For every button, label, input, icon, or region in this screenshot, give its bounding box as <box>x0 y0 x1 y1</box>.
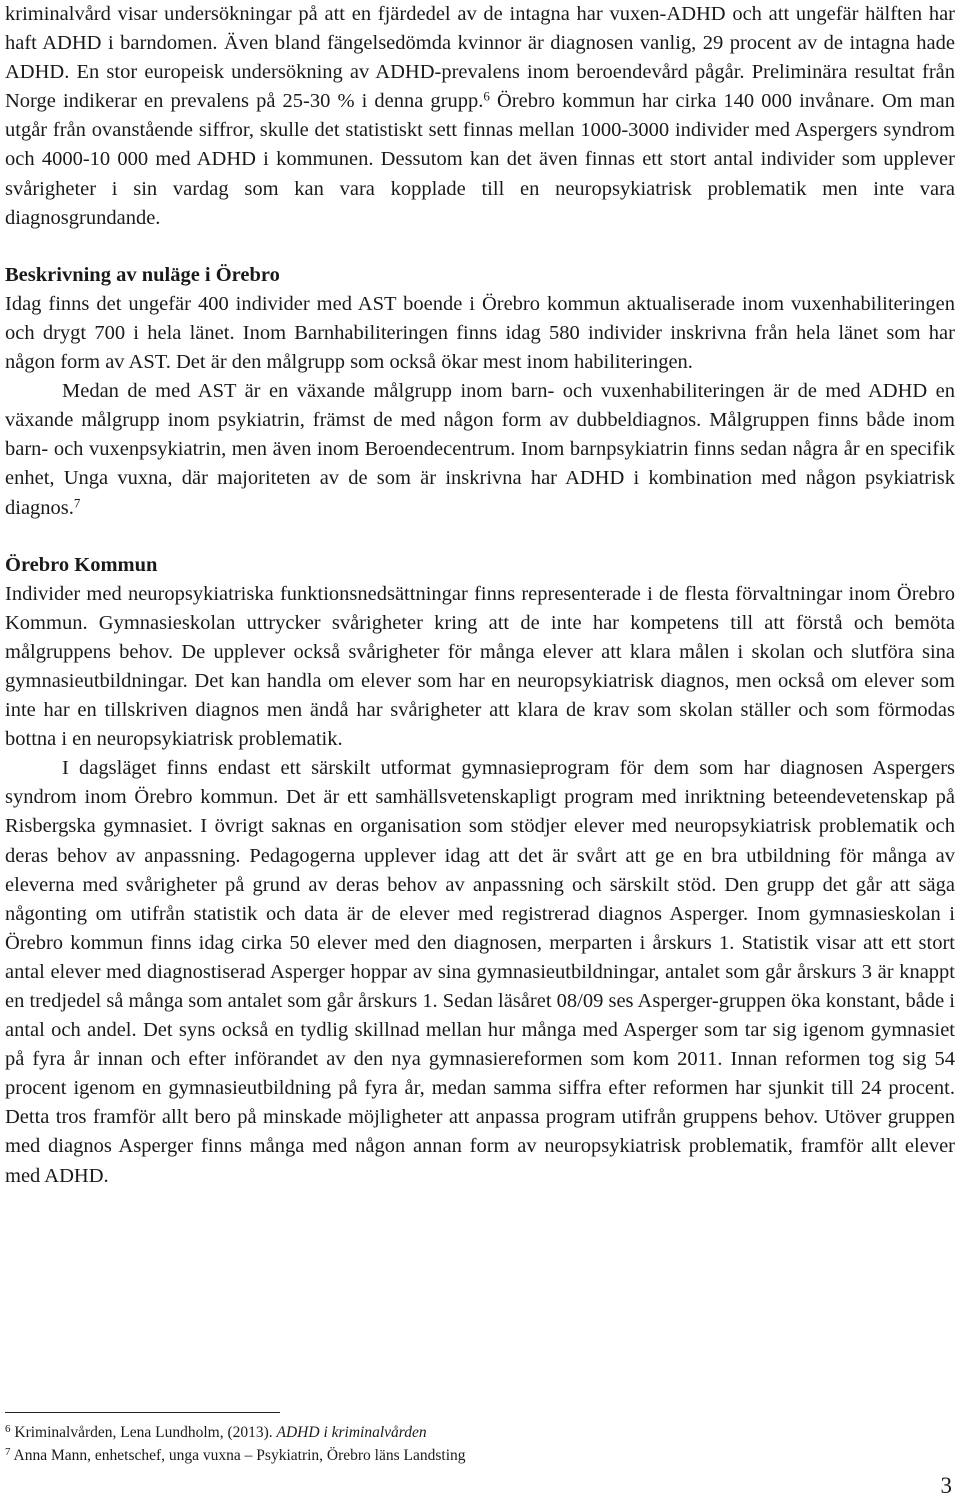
footnote-ref-7[interactable]: 7 <box>73 495 81 510</box>
paragraph-text: Medan de med AST är en växande målgrupp inom barn- och vuxenhabiliteringen är de med ADHD en växande målgrupp inom psykiatrin, främst de med någon form av dubbeldiagnos. Målgruppen finns både inom barn- och vuxenpsykiatrin, men även inom Beroendecentrum. Inom barnpsykiatrin finns sedan några år en specifik enhet, Unga vuxna, där majoriteten av de som är inskrivna har ADHD i kombination med någon psykiatrisk diagnos. <box>5 380 955 519</box>
paragraph-municipality: Individer med neuropsykiatriska funktionsnedsättningar finns representerade i de flesta förvaltningar inom Örebro Kommun. Gymnasieskolan uttrycker svårigheter kring att de inte har kompetens till att förstå och bemöta målgruppens behov. De upplever också svårigheter för många elever att klara målen i skolan och slutföra sina gymnasieutbildningar. Det kan handla om elever som har en neuropsykiatrisk diagnos, men också om elever som inte har en tillskriven diagnos men ändå har svårigheter att klara de krav som skolan ställer och som förmodas bottna i en neuropsykiatrisk problematik. <box>5 582 955 751</box>
footnote-text: Kriminalvården, Lena Lundholm, (2013). <box>14 1424 277 1441</box>
section-heading-municipality: Örebro Kommun <box>5 553 158 576</box>
page-number: 3 <box>940 1473 952 1498</box>
footnote-7 <box>5 1444 955 1467</box>
paragraph-adhd-psychiatry <box>5 377 955 522</box>
paragraph-ast-count: Idag finns det ungefär 400 individer med AST boende i Örebro kommun aktualiserade inom vuxenhabiliteringen och drygt 700 i hela länet. Inom Barnhabiliteringen finns idag 580 individer inskrivna från hela länet som har någon form av AST. Det är den målgrupp som också ökar mest inom habiliteringen. <box>5 292 955 374</box>
section-heading-current-state: Beskrivning av nuläge i Örebro <box>5 263 280 286</box>
footnotes <box>5 1421 955 1467</box>
paragraph-prevalence <box>5 0 955 233</box>
footnote-title: ADHD i kriminalvården <box>276 1424 427 1441</box>
footnote-ref-6[interactable]: 6 <box>483 88 490 104</box>
footnote-number: 7 <box>5 1446 11 1459</box>
footnote-number: 6 <box>5 1423 11 1436</box>
paragraph-text: kriminalvård visar undersökningar på att en fjärdedel av de intagna har vuxen-ADHD och att ungefär hälften har haft ADHD i barndomen. Även bland fängelsedömda kvinnor är diagnosen vanlig, 29 procent av de intagna hade ADHD. En stor europeisk undersökning av ADHD-prevalens inom beroendevård pågår. Preliminära resultat från Norge indikerar en prevalens på 25-30 % i denna grupp. <box>5 3 955 113</box>
document-page <box>5 0 955 1191</box>
paragraph-text: Örebro kommun har cirka 140 000 invånare. Om man utgår från ovanstående siffror, skulle det statistiskt sett finnas mellan 1000-3000 individer med Aspergers syndrom och 4000-10 000 med ADHD i kommunen. Dessutom kan det även finnas ett stort antal individer som upplever svårigheter i sin vardag som kan vara kopplade till en neuropsykiatrisk problematik men inte vara diagnosgrundande. <box>5 90 955 229</box>
footnote-6 <box>5 1421 955 1444</box>
footnote-text: Anna Mann, enhetschef, unga vuxna – Psykiatrin, Örebro läns Landsting <box>13 1447 466 1464</box>
footnote-divider <box>5 1412 280 1413</box>
paragraph-upper-secondary: I dagsläget finns endast ett särskilt utformat gymnasieprogram för dem som har diagnosen Aspergers syndrom inom Örebro kommun. Det är ett samhällsvetenskapligt program med inriktning beteendevetenskap på Risbergska gymnasiet. I övrigt saknas en organisation som stödjer elever med neuropsykiatrisk problematik och deras behov av anpassning. Pedagogerna upplever idag att det är svårt att ge en bra utbildning för många av eleverna med svårigheter på grund av deras behov av anpassning och särskilt stöd. Den grupp det går att säga någonting om utifrån statistik och data är de elever med registrerad diagnos Asperger. Inom gymnasieskolan i Örebro kommun finns idag cirka 50 elever med den diagnosen, merparten i årskurs 1. Statistik visar att ett stort antal elever med diagnostiserad Asperger hoppar av sina gymnasieutbildningar, antalet som går årskurs 3 är knappt en tredjedel så många som antalet som går årskurs 1. Sedan läsåret 08/09 ses Asperger-gruppen öka konstant, både i antal och andel. Det syns också en tydlig skillnad mellan hur många med Asperger som tar sig igenom gymnasiet på fyra år innan och efter införandet av den nya gymnasiereformen som kom 2011. Innan reformen tog sig 54 procent igenom en gymnasieutbildning på fyra år, medan samma siffra efter reformen har sjunkit till 24 procent. Detta tros framför allt bero på minskade möjligheter att anpassa program utifrån gruppens behov. Utöver gruppen med diagnos Asperger finns många med någon annan form av neuropsykiatrisk problematik, framför allt elever med ADHD. <box>5 757 955 1187</box>
